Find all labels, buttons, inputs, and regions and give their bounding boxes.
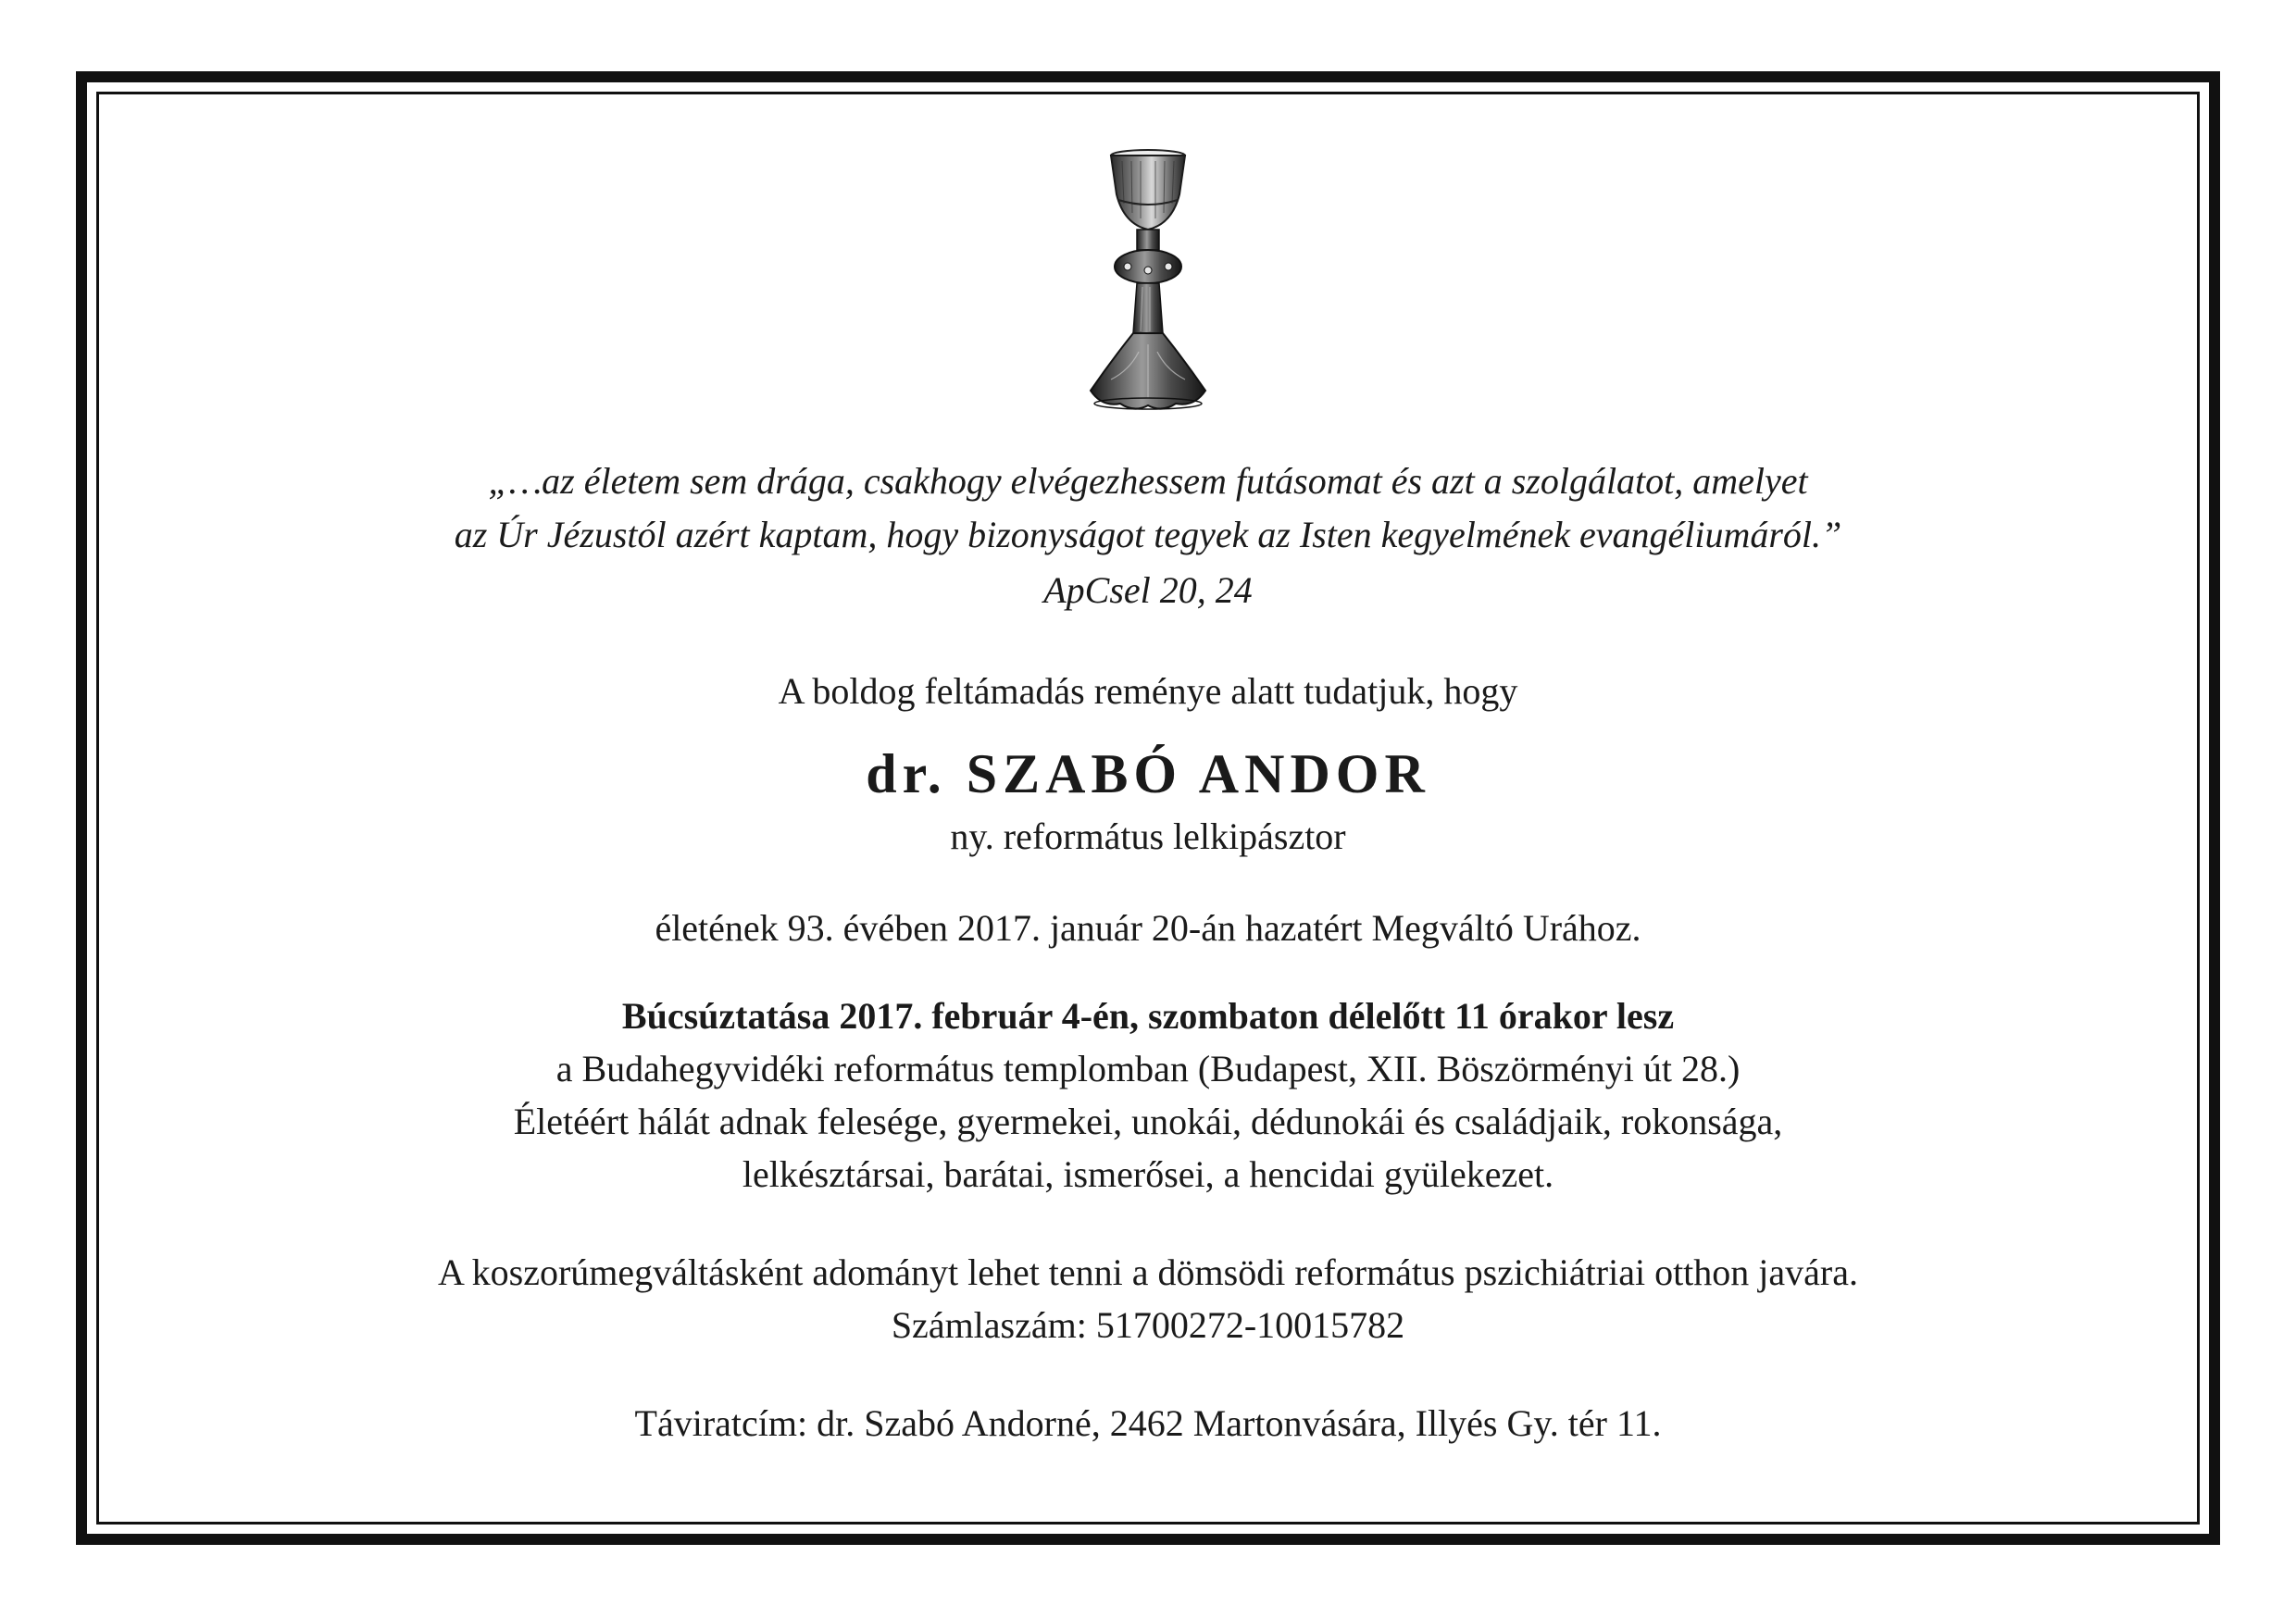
funeral-headline: Búcsúztatása 2017. február 4-én, szombaton délelőtt 11 órakor lesz xyxy=(621,995,1675,1037)
death-notice: életének 93. évében 2017. január 20-án hazatért Megváltó Urához. xyxy=(655,907,1641,949)
account-number: Számlaszám: 51700272-10015782 xyxy=(891,1304,1405,1346)
chalice-icon xyxy=(1083,148,1213,417)
deceased-title: ny. református lelkipásztor xyxy=(950,815,1346,857)
deceased-name: dr. SZABÓ ANDOR xyxy=(866,743,1430,804)
donation-text: A koszorúmegváltásként adományt lehet tenni a dömsödi református pszichiátriai otthon javára. xyxy=(437,1251,1858,1293)
telegram-address: Táviratcím: dr. Szabó Andorné, 2462 Martonvására, Illyés Gy. tér 11. xyxy=(634,1402,1662,1444)
mourners-line-1: Életéért hálát adnak felesége, gyermekei, unokái, dédunokái és családjaik, rokonsága, xyxy=(513,1101,1783,1142)
quote-reference: ApCsel 20, 24 xyxy=(1043,569,1253,611)
intro-text: A boldog feltámadás reménye alatt tudatjuk, hogy xyxy=(778,670,1518,712)
mourners-line-2: lelkésztársai, barátai, ismerősei, a hencidai gyülekezet. xyxy=(742,1153,1554,1195)
funeral-location: a Budahegyvidéki református templomban (Budapest, XII. Böszörményi út 28.) xyxy=(555,1048,1741,1089)
quote-line-2: az Úr Jézustól azért kaptam, hogy bizonyságot tegyek az Isten kegyelmének evangéliumáról.” xyxy=(454,514,1842,555)
quote-line-1: „…az életem sem drága, csakhogy elvégezhessem futásomat és azt a szolgálatot, amelyet xyxy=(488,460,1808,502)
